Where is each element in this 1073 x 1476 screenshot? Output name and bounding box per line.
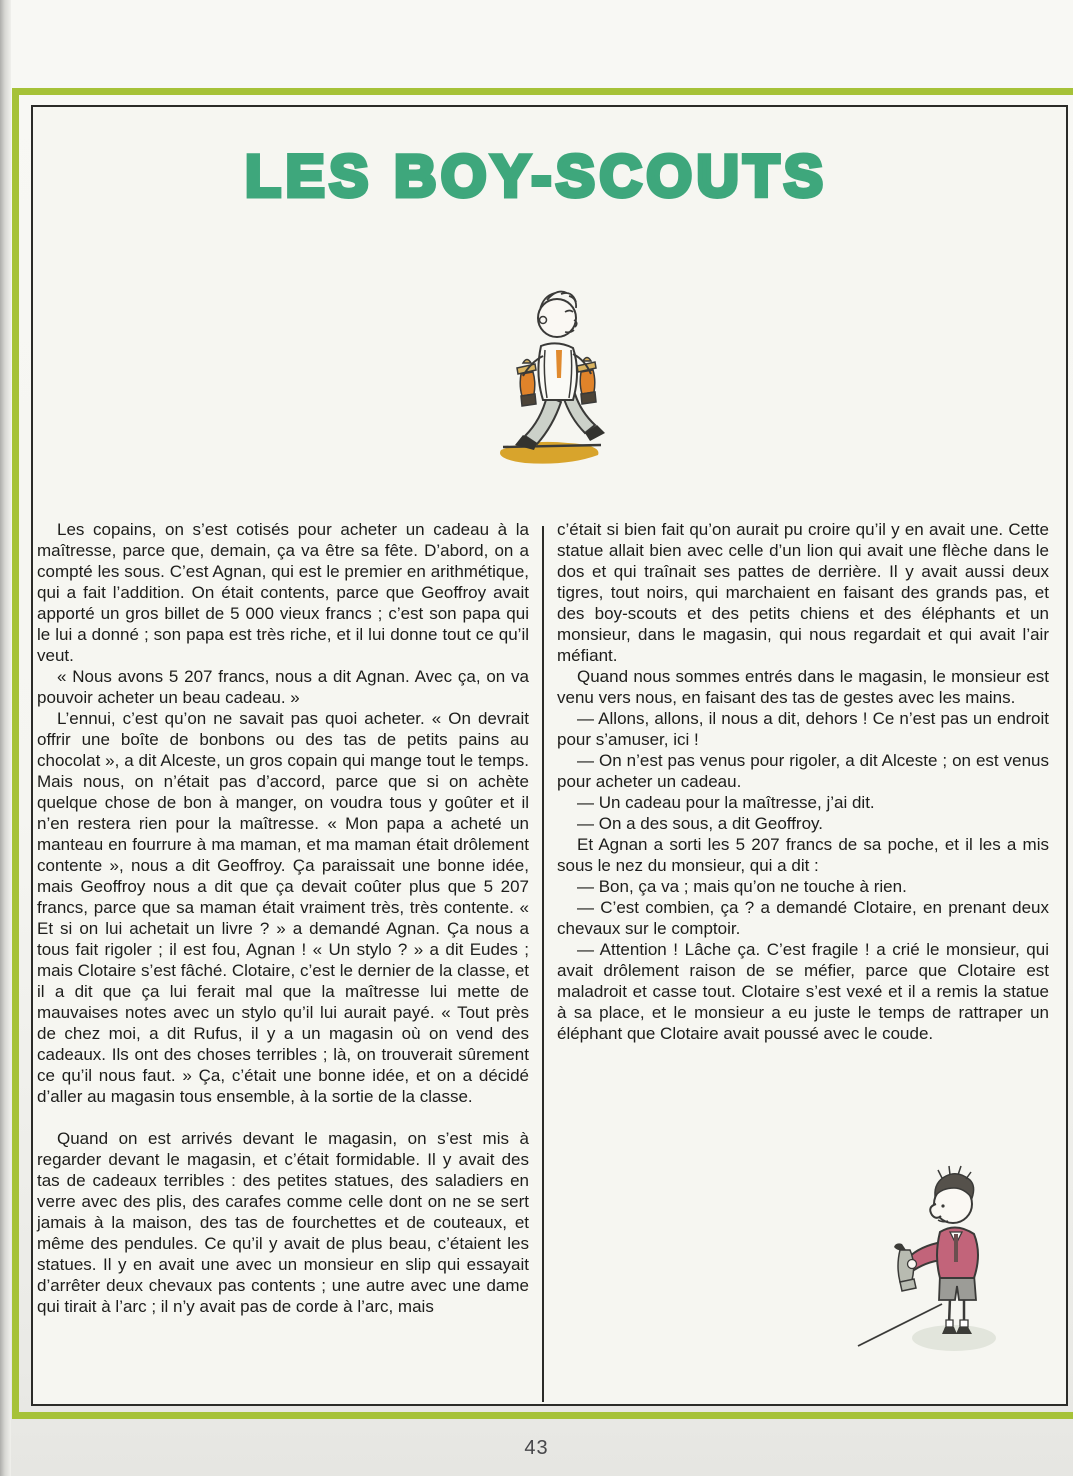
paragraph: — C’est combien, ça ? a demandé Clotaire, en prenant deux chevaux sur le comptoir. (557, 898, 1049, 938)
paragraph: — Bon, ça va ; mais qu’on ne touche à rien. (577, 877, 907, 896)
paragraph: — On n’est pas venus pour rigoler, a dit Alceste ; on est venus pour acheter un cadeau. (557, 751, 1049, 791)
text-column-left (37, 519, 529, 1317)
scan-gutter-edge (0, 0, 11, 1476)
column-divider-rule (542, 526, 544, 1402)
illustration-drawing (473, 278, 645, 476)
paragraph: — On a des sous, a dit Geoffroy. (577, 814, 823, 833)
illustration-drawing (850, 1148, 1022, 1360)
page-number: 43 (524, 1437, 549, 1459)
page-title: LES BOY-SCOUTS (245, 144, 828, 209)
paragraph: Les copains, on s’est cotisés pour acheter un cadeau à la maîtresse, parce que, demain, ça va être sa fête. D’abord, on a compté les sous. C’est Agnan, qui est le premier en arithmétique, qui a fait l’addition. On était contents, parce que Geoffroy avait apporté un gros billet de 5 000 vieux francs ; c’est son papa qui le lui a donné ; son papa est très riche, et il lui donne tout ce qu’il veut. (37, 520, 529, 665)
paragraph: c’était si bien fait qu’on aurait pu croire qu’il y en avait une. Cette statue allait bien avec celle d’un lion qui avait une flèche dans le dos et qui traînait ses pattes de derrière. Il y avait aussi deux tigres, tout noirs, qui marchaient en faisant des grands pas, et des boy-scouts et des petits chiens et des éléphants et un monsieur, dans le magasin, qui nous regardait et qui avait l’air méfiant. (557, 520, 1049, 665)
boy-holding-statuette-illustration (850, 1148, 1022, 1360)
paragraph: L’ennui, c’est qu’on ne savait pas quoi acheter. « On devrait offrir une boîte de bonbons ou des tas de petits pains au chocolat », a dit Alceste, un gros copain qui mange tout le temps. Mais nous, on n’était pas d’accord, parce que si on achète quelque chose de bon à manger, on voudra tous y goûter et il n’en restera rien pour la maîtresse. « Mon papa a acheté un manteau en fourrure à ma maman, et ma maman était drôlement contente », nous a dit Geoffroy. Ça paraissait une bonne idée, mais Geoffroy nous a dit que ça devait coûter plus que 5 207 francs, parce que sa maman était vraiment très, très contente. « Et si on lui achetait un livre ? » a demandé Agnan. Ça nous a tous fait rigoler ; il est fou, Agnan ! « Un stylo ? » a dit Eudes ; mais Clotaire s’est fâché. Clotaire, c’est le dernier de la classe, et il a dit que ça lui ferait mal que la maîtresse lui mette de mauvaises notes avec un stylo qu’il lui aurait payé. « Tout près de chez moi, a dit Rufus, il y a un magasin où on vend des cadeaux. Ils ont des choses terribles ; là, on trouverait sûrement ce qu’il nous faut. » Ça, c’était une bonne idée, et on a décidé d’aller au magasin tous ensemble, à la sortie de la classe. (37, 709, 529, 1106)
paragraph: Quand nous sommes entrés dans le magasin, le monsieur est venu vers nous, en faisant des tas de gestes avec les mains. (557, 667, 1049, 707)
boy-carrying-two-scout-statues-illustration (473, 278, 645, 476)
paragraph: — Un cadeau pour la maîtresse, j’ai dit. (577, 793, 875, 812)
paragraph: Et Agnan a sorti les 5 207 francs de sa poche, et il les a mis sous le nez du monsieur, qui a dit : (557, 835, 1049, 875)
statuette-in-hand (894, 1243, 917, 1291)
paragraph: — Attention ! Lâche ça. C’est fragile ! a crié le monsieur, qui avait drôlement raison de se méfier, parce que Clotaire est maladroit et casse tout. Clotaire s’est vexé et il a remis la statue à sa place, et le monsieur a eu juste le temps de rattraper un éléphant que Clotaire avait poussé avec le coude. (557, 940, 1049, 1043)
paragraph: « Nous avons 5 207 francs, nous a dit Agnan. Avec ça, on va pouvoir acheter un beau cadeau. » (37, 667, 529, 707)
scout-statuette-left (517, 360, 536, 407)
paragraph: Quand on est arrivés devant le magasin, on s’est mis à regarder devant le magasin, et c’était formidable. Il y avait des tas de cadeaux terribles : des petites statues, des saladiers en verre avec des plis, des carafes comme celle dont on ne se sert jamais à la maison, des tas de fourchettes et de couteaux, et même des pendules. Ce qu’il y avait de plus beau, c’étaient les statues. Il y en avait une avec un monsieur en slip qui essayait d’arrêter deux chevaux pas contents ; une autre avec une dame qui tirait à l’arc ; il n’y avait pas de corde à l’arc, mais (37, 1129, 529, 1316)
text-column-right (557, 519, 1049, 1044)
paragraph: — Allons, allons, il nous a dit, dehors ! Ce n’est pas un endroit pour s’amuser, ici ! (557, 709, 1049, 749)
